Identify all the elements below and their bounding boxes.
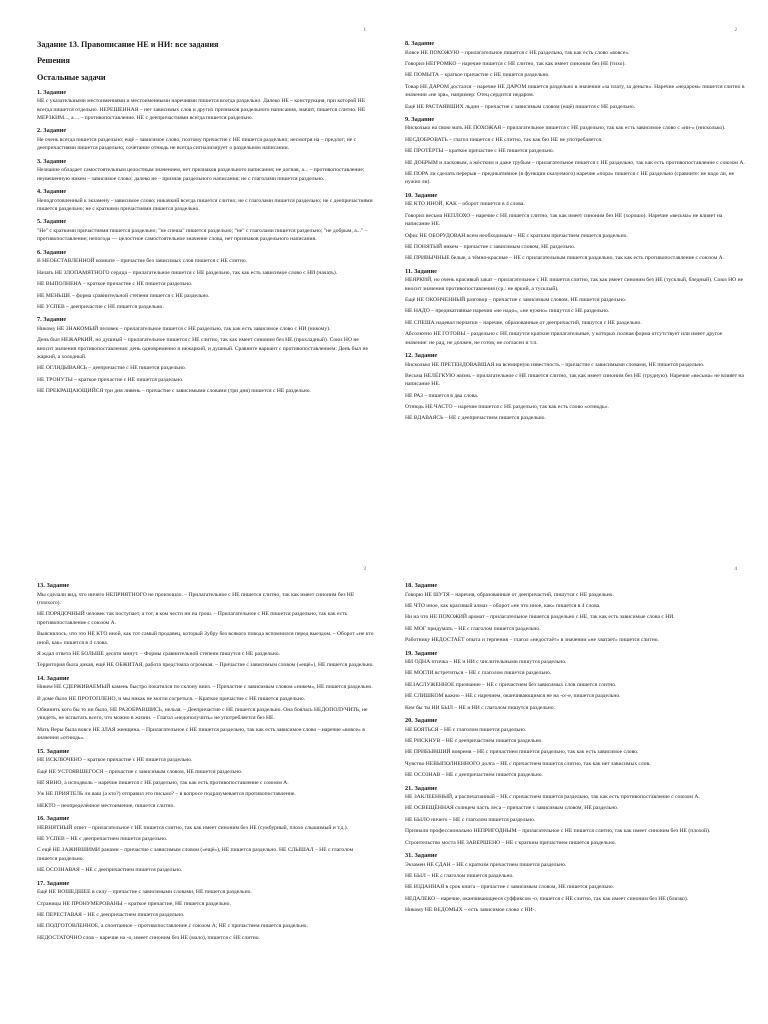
- task-paragraph: Ещё НЕ ОКОНЧЕННЫЙ разговор – причастие с зависимым словом, НЕ пишется раздельно.: [405, 297, 627, 303]
- task-paragraph: НЕ ОСОЗНАВ – НЕ с деепричастием пишется раздельно.: [405, 772, 543, 779]
- task-heading: 6. Задание: [37, 248, 67, 256]
- task-paragraph: НЕДАЛЕКО – наречие, оканчивающееся суффиксом -о, пишется с НЕ слитно, так как имеет синоним без НЕ (близко).: [405, 895, 689, 902]
- document-page-3: [0, 512, 384, 1024]
- task-paragraph: Страницы НЕ ПРОНУМЕРОВАНЫ – краткое причастие, НЕ пишется раздельно.: [37, 900, 231, 907]
- task-paragraph: Обвинять кого бы то ни было, НЕ РАЗОБРАВШИСЬ, нельзя. – Деепричастие с НЕ пишется раздельно. Она боялась НЕДОПОЛУЧИТЬ, не увидеть, не испытать всего, что можно в жизни. – Глагол «недополучить» не употребляется без НЕ.: [37, 707, 368, 722]
- task-paragraph: Весьма НЕЛЁГКУЮ жизнь – прилагательное с НЕ пишется слитно, так как имеет синоним без НЕ (трудную). Наречие «весьма» не влияет на написание НЕ.: [405, 372, 744, 388]
- task-paragraph: Я ждал ответа НЕ БОЛЬШЕ десяти минут. – Формы сравнительной степени пишутся с НЕ раздельно.: [37, 650, 280, 657]
- task-paragraph: Не очень всегда пишется раздельно; ещё – зависимое слово, поэтому причастие с НЕ пишется раздельно; несмотря на – предлог; не с деепричастиями пишется раздельно; сочетание отнюдь не всегда сигнализирует о раздельном написании.: [37, 137, 357, 152]
- task-paragraph: НЕ ЗАКЛЕЕННЫЙ, а распечатанный – НЕ с причастием пишется раздельно, так как есть противопоставление с союзом А.: [405, 794, 700, 801]
- task-paragraph: Отнюдь НЕ ЧАСТО – наречие пишется с НЕ раздельно, так как есть слово «отнюдь».: [405, 404, 609, 411]
- task-paragraph: НЕ КТО ИНОЙ, КАК – оборот пишется в 4 слова.: [405, 201, 525, 208]
- task-paragraph: НЕ ЧТО иное, как красивый алмаз – оборот «не что иное, как» пишется в 4 слова.: [405, 602, 601, 609]
- task-paragraph: Нисколько НЕ ПРЕТЕНДОВАВШАЯ на всемирную известность – причастие с зависимыми словами, НЕ пишется раздельно.: [405, 361, 705, 368]
- task-paragraph: В НЕОБСТАВЛЕННОЙ комнате – причастие без зависимых слов пишется с НЕ слитно.: [37, 258, 248, 265]
- task-heading: 4. Задание: [37, 188, 67, 196]
- task-paragraph: Говорил весьма НЕПЛОХО – наречие с НЕ пишется слитно, так как имеет синоним без НЕ (хорошо). Наречие «весьма» не влияет на написание НЕ.: [405, 212, 723, 228]
- task-paragraph: НЕ ИСКЛЮЧЕНО – краткое причастие с НЕ пишется раздельно.: [37, 757, 193, 764]
- task-heading: 14. Задание: [37, 674, 70, 682]
- document-subtitle-solutions: Решения: [37, 56, 70, 66]
- task-paragraph: НЕ ПОНЯТЫЙ никем – причастие с зависимым словом, НЕ раздельно.: [405, 243, 576, 250]
- task-paragraph: Никем НЕ СДЕРЖИВАЕМЫЙ камень быстро покатился по склону вниз. – Причастие с зависимым словом «никем», НЕ пишется раздельно.: [37, 684, 373, 691]
- task-heading: 18. Задание: [405, 582, 438, 589]
- document-page-1: [0, 0, 384, 512]
- task-heading: 9. Задание: [405, 115, 435, 123]
- task-heading: 7. Задание: [37, 316, 67, 324]
- task-paragraph: Кем бы ты НИ БЫЛ – НЕ и НИ с глаголом пишутся раздельно.: [405, 704, 555, 711]
- task-paragraph: С ещё НЕ ЗАЖИВШИМИ ранами – причастие с зависимым словом («ещё»), НЕ пишется раздельно. НЕ СЛЫШАЛ – НЕ с глаголом пишется раздельно.: [37, 847, 354, 862]
- task-paragraph: Строительство моста НЕ ЗАВЕРШЕНО – НЕ с кратким причастием пишется раздельно.: [405, 839, 616, 846]
- task-paragraph: НЕ ИЗДАННАЯ в срок книга – причастие с зависимым словом, НЕ пишется раздельно.: [405, 884, 615, 891]
- task-paragraph: НЕ ЯВНО, а исподволь – наречие пишется с НЕ раздельно, так как есть противопоставление с союзом А.: [37, 779, 289, 786]
- task-paragraph: НЕ УСПЕВ – деепричастие с НЕ пишется раздельно.: [37, 303, 164, 310]
- task-paragraph: Экзамен НЕ СДАН – НЕ с кратким причастием пишется раздельно.: [405, 861, 567, 868]
- task-paragraph: Говорил НЕГРОМКО – наречие пишется с НЕ слитно, так как имеет синоним без НЕ (тихо).: [405, 60, 626, 67]
- task-paragraph: Ещё НЕ ВОШЕДШЕЕ в силу – причастие с зависимыми словами, НЕ пишется раздельно.: [37, 889, 252, 896]
- task-paragraph: Уж НЕ ПРИЯТЕЛЬ ли ваш (а кто?) отправил это письмо? – в вопросе подразумевается противопоставление.: [37, 791, 296, 798]
- task-paragraph: Ещё НЕ РАСТАЯВШИХ льдин – причастие с зависимым словом (ещё) пишется с НЕ раздельно.: [405, 103, 636, 110]
- task-paragraph: НЕ ПРИВЫЧНЫЕ белые, а тёмно-красные – НЕ с прилагательным пишется раздельно, так как есть противопоставление с союзом А.: [405, 255, 725, 262]
- task-paragraph: Ещё НЕ УСТОЯВШЕГОСЯ – причастие с зависимым словом, НЕ пишется раздельно.: [37, 768, 243, 775]
- task-paragraph: НЕ с указательными местоимениями и местоименными наречиями пишется всегда раздельно. Далеко НЕ – конструкция, при которой НЕ всегда пишется отдельно. НЕРЕШЕННАЯ – нет зависимых слов и других признаков раздельного написания, значит, пишется слитно. НЕ МЕРЗКИМ..., а ... – противопоставление. НЕ с деепричастиями всегда пишется раздельно.: [37, 98, 366, 122]
- task-heading: 20. Задание: [405, 717, 438, 724]
- task-paragraph: НИ ОДНА птичка – НЕ и НИ с числительными пишутся раздельно.: [405, 659, 567, 666]
- document-subtitle-other-tasks: Остальные задачи: [37, 72, 106, 82]
- task-paragraph: НЕ ДОБРЫМ и ласковым, а жёстким и даже грубым – прилагательное пишется с НЕ раздельно, так как есть противопоставление с союзом А.: [405, 159, 745, 166]
- task-paragraph: Вовсе НЕ ПОХОЖУЮ – прилагательное пишется с НЕ раздельно, так как есть слово «вовсе».: [405, 49, 630, 56]
- task-paragraph: НЕ ТРОНУТЫ – краткое причастие с НЕ пишется раздельно.: [37, 376, 184, 383]
- task-paragraph: НЕ УСПЕВ – НЕ с деепричастием пишется раздельно.: [37, 836, 168, 842]
- task-paragraph: Незнание обладает самостоятельным целостным значением, нет признаков раздельного написания; не догнав, а... – противопоставление; неувешенную никем – зависимое слово; далеко не – признак раздельного написания; не с глаголами пишется раздельно.: [37, 167, 365, 182]
- page-number: 2: [734, 28, 737, 33]
- task-heading: 8. Задание: [405, 40, 435, 47]
- task-paragraph: НЕ ПРИБЫВШИЙ вовремя – НЕ с причастием пишется раздельно, так как есть зависимое слово.: [405, 749, 639, 756]
- task-paragraph: "Не" с краткими причастиями пишется раздельно; "не спеша" пишется раздельно; "не" с глаголами пишется раздельно; "не добрым, а..." – противопоставление; непогода — целостное самостоятельное значение слова, нет признаков раздельного написания.: [37, 228, 368, 243]
- task-paragraph: НЕ ОГЛЯДЫВАЯСЬ – деепричастие с НЕ пишется раздельно.: [37, 365, 187, 372]
- page-number: 1: [363, 28, 366, 33]
- task-paragraph: НЕВНЯТНЫЙ ответ – прилагательное с НЕ пишется слитно, так как имеет синоним без НЕ (сумбурный, плохо слышимый и т.д.).: [37, 824, 349, 831]
- task-heading: 19. Задание: [405, 649, 438, 657]
- task-paragraph: НЕ БЫЛО ничего – НЕ с глаголом пишется раздельно.: [405, 816, 536, 823]
- document-title: Задание 13. Правописание НЕ и НИ: все задания: [37, 40, 219, 49]
- task-heading: 16. Задание: [37, 815, 70, 823]
- page-number: 3: [363, 567, 366, 572]
- task-paragraph: День был НЕЖАРКИЙ, но душный – прилагательное пишется с НЕ слитно, так как имеет синоним без НЕ (прохладный). Союз НО не вносит значения противопоставления: день одновременно и нежаркий, и душный. Сравните вариант с противопоставлением: День был не жаркий, а холодный.: [37, 337, 368, 360]
- task-paragraph: НЕДОСТАТОЧНО слов – наречие на -о, имеет синоним без НЕ (мало), пишется с НЕ слитно.: [37, 934, 260, 941]
- task-paragraph: НЕ ВДАВАЯСЬ – НЕ с деепричастием пишется раздельно.: [405, 415, 546, 422]
- task-paragraph: Мы сделали вид, что ничего НЕПРИЯТНОГО не произошло. – Прилагательное с НЕ пишется слитно, так как имеет синоним без НЕ (плохого).: [37, 591, 355, 606]
- task-paragraph: НЕ ВЫПОЛНЕНА – краткое причастие с НЕ пишется раздельно.: [37, 281, 193, 288]
- task-paragraph: Признали профессионально НЕПРИГОДНЫМ – прилагательное с НЕ пишется слитно, так как имеет синоним без НЕ (плохой).: [405, 828, 711, 835]
- task-paragraph: Товар НЕ ДАРОМ достался – наречие НЕ ДАРОМ пишется раздельно в значении «за плату, за деньги». Наречие «недаром» пишется слитно в значении «не зря», например: Отец сердится недаром.: [405, 83, 745, 99]
- task-heading: 13. Задание: [37, 582, 70, 589]
- task-paragraph: Никому НЕ ЗНАКОМЫЙ человек – прилагательное пишется с НЕ раздельно, так как есть зависимое слово с НИ (никому).: [37, 325, 331, 332]
- task-paragraph: НЕ БОЯТЬСЯ – НЕ с глаголом пишется раздельно.: [405, 726, 527, 733]
- task-paragraph: НЕ ОСОЗНАВАЯ – НЕ с деепричастием пишется раздельно.: [37, 867, 183, 874]
- task-heading: 5. Задание: [37, 218, 67, 226]
- task-heading: 11. Задание: [405, 267, 437, 275]
- task-paragraph: НЕ ПОМЫТА – краткое причастие с НЕ пишется раздельно.: [405, 72, 550, 79]
- task-paragraph: НЕ МОГ придумать – НЕ с глаголом пишется раздельно.: [405, 625, 541, 632]
- task-paragraph: НЕСДОБРОВАТЬ – глагол пишется с НЕ слитно, так как без НЕ не употребляется.: [405, 136, 603, 143]
- task-heading: 2. Задание: [37, 127, 67, 135]
- task-paragraph: НЕ ПРОТЁРТЫ – краткое причастие с НЕ пишется раздельно.: [405, 148, 555, 155]
- task-heading: 12. Задание: [405, 351, 438, 359]
- task-paragraph: НЕ ПЕРЕСТАВАЯ – НЕ с деепричастием пишется раздельно.: [37, 911, 185, 918]
- task-heading: 17. Задание: [37, 879, 70, 887]
- task-paragraph: Офис НЕ ОБОРУДОВАН всем необходимым – НЕ с кратким причастием пишется раздельно.: [405, 232, 628, 239]
- document-page-4: [384, 512, 768, 1024]
- task-paragraph: Мать Веры была вовсе НЕ ЗЛАЯ женщина. – Прилагательное с НЕ пишется раздельно, так как есть зависимое слово – наречие «вовсе» в значении «отнюдь».: [37, 726, 365, 742]
- task-paragraph: Говорю НЕ ШУТЯ – наречия, образованные от деепричастий, пишутся с НЕ раздельно.: [405, 591, 614, 598]
- task-paragraph: НЕ ПОДГОТОВЛЕННОЕ, а спонтанное – противопоставление с союзом А; НЕ с причастием пишется раздельно.: [37, 923, 308, 930]
- task-paragraph: НЕ БЫЛ – НЕ с глаголом пишется раздельно.: [405, 872, 514, 879]
- task-paragraph: НЕ ОСВЕЩЁННАЯ солнцем часть леса – причастие с зависимым словом, НЕ раздельно.: [405, 805, 619, 812]
- page-number: 4: [734, 567, 737, 572]
- document-page-2: [384, 0, 768, 512]
- task-paragraph: НЕКТО – неопределённое местоимение, пишется слитно.: [37, 802, 175, 809]
- task-paragraph: Никому НЕ ВЕДОМЫХ – есть зависимое слово с НИ-.: [405, 907, 536, 914]
- task-paragraph: Нисколько на свою мать НЕ ПОХОЖАЯ – прилагательное пишется с НЕ раздельно, так как есть зависимое слово с «ни-» (нисколько).: [405, 125, 726, 132]
- task-paragraph: НЕ МЕНЬШЕ – форма сравнительной степени пишется с НЕ раздельно.: [37, 292, 210, 299]
- task-paragraph: НЕ МОГЛИ встретиться – НЕ с глаголом пишется раздельно.: [405, 670, 552, 677]
- task-heading: 31. Задание: [405, 852, 438, 859]
- task-paragraph: Работнику НЕДОСТАЁТ опыта и терпения – глагол «недостаёт» в значении «не хватает» пишется слитно.: [405, 637, 659, 644]
- task-paragraph: Ни на что НЕ ПОХОЖИЙ аромат – прилагательное пишется раздельно с НЕ, так как есть зависимые слова с НИ.: [405, 614, 675, 621]
- task-paragraph: В доме было НЕ ПРОТОПЛЕНО, и мы никак не могли согреться. – Краткое причастие с НЕ пишется раздельно.: [37, 695, 306, 702]
- task-paragraph: Неподготовленный к экзамену - зависимое слово; никачкий всегда пишется слитно; не с глаголами пишется раздельно; не с деепричастиями пишется раздельно; не с краткими причастиями пишется раздельно.: [37, 197, 373, 213]
- task-paragraph: НЕ ПОРА ли сделать перерыв – предикативное (в функции сказуемого) наречие «пора» пишется с НЕ раздельно (сравните: не надо ли, не нужно ли).: [405, 171, 735, 186]
- task-paragraph: Начать НЕ ЗЛОПАМЯТНОГО сердца – прилагательное пишется с НЕ раздельно, так как есть зависимое слово с НИ (начать).: [37, 269, 338, 276]
- task-paragraph: НЕ СПЕША надевал перчатки – наречие, образованные от деепричастий, пишутся с НЕ раздельно.: [405, 319, 642, 326]
- task-paragraph: НЕЗАСЛУЖЕННОЕ признание – НЕ с причастием без зависимых слов пишется слитно.: [405, 681, 617, 688]
- task-paragraph: Территория была дикая, ещё НЕ ОБЖИТАЯ, работа предстояла огромная. – Причастие с зависимым словом («ещё»), НЕ пишется раздельно.: [37, 662, 374, 669]
- task-heading: 1. Задание: [37, 88, 67, 96]
- task-paragraph: НЕЯРКИЙ, но очень красивый закат – прилагательное с НЕ пишется слитно, так как имеет синоним без НЕ (тусклый, бледный). Союз НО не вносит значения противопоставления (ср.: не яркий, а тусклый).: [405, 277, 744, 292]
- task-paragraph: Выяснилось, что это НЕ КТО иной, как тот самый продавец, который Зубру без всякого повода вспомнился перед выездом. – Оборот «не кто иной, как» пишется в 4 слова.: [37, 631, 374, 646]
- task-paragraph: НЕ РИСКНУВ – НЕ с деепричастием пишется раздельно.: [405, 737, 543, 744]
- task-paragraph: НЕ ПОРЯДОЧНЫЙ человек так поступает, а тот, в ком чести ни на грош. – Прилагательное с НЕ пишется раздельно, так как есть противопоставление с союзом А.: [37, 611, 348, 626]
- task-paragraph: НЕ СЛИШКОМ важно – НЕ с наречием, оканчивающимся не на -о/-е, пишется раздельно.: [405, 693, 621, 700]
- task-paragraph: НЕ ПРЕКРАЩАЮЩИЙСЯ три дня ливень – причастие с зависимыми словами (три дня) пишется с НЕ раздельно.: [37, 388, 311, 395]
- task-paragraph: Чувство НЕВЫПОЛНЕННОГО долга – НЕ с причастием пишется слитно, так как нет зависимых слов.: [405, 760, 651, 767]
- task-paragraph: НЕ НАДО – предикативные наречия «не надо», «не нужно» пишутся с НЕ раздельно.: [405, 308, 610, 315]
- task-heading: 15. Задание: [37, 747, 70, 755]
- task-heading: 21. Задание: [405, 784, 438, 792]
- task-heading: 10. Задание: [405, 191, 438, 199]
- task-paragraph: НЕ РАЗ – пишется в два слова.: [405, 392, 479, 399]
- task-heading: 3. Задание: [37, 157, 67, 165]
- task-paragraph: Абсолютно НЕ ГОТОВЫ – раздельно с НЕ пишутся краткие прилагательные, у которых полная форма отсутствует или имеет другое значение: не рад, не должен, не готов, не согласен и т.п.: [405, 331, 723, 346]
